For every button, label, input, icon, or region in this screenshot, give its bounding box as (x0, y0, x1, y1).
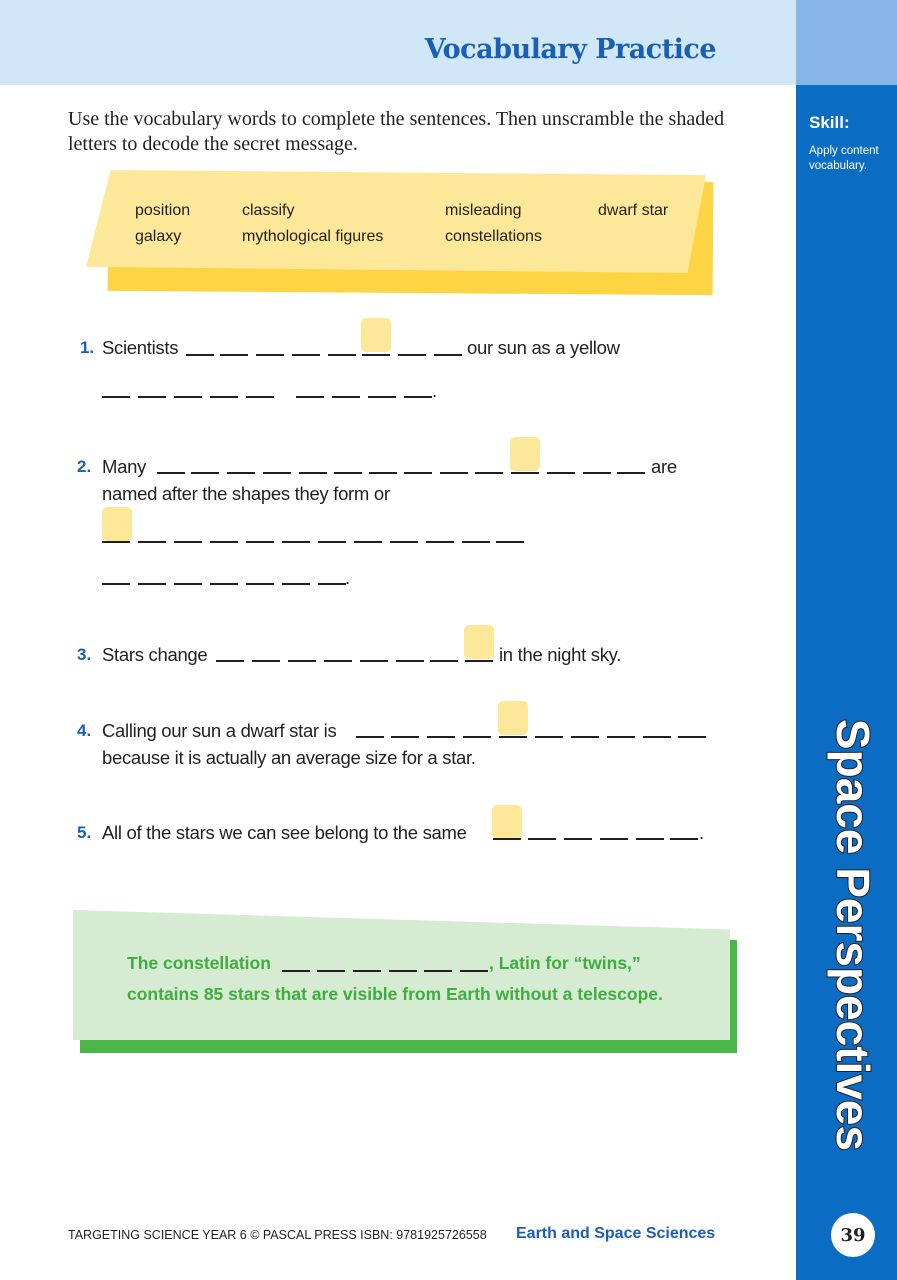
page-number: 39 (831, 1213, 875, 1257)
vocab-word: misleading (445, 202, 522, 219)
shaded-letter-box (510, 437, 540, 471)
question-number: 4. (77, 721, 92, 740)
shaded-letter-box (492, 805, 522, 839)
question-number: 5. (77, 823, 92, 842)
question-number: 2. (77, 457, 92, 476)
shaded-letter-box (361, 318, 391, 352)
question-text: . (699, 822, 704, 843)
word-box (86, 170, 706, 273)
question-text: . (345, 567, 350, 588)
question-text: Calling our sun a dwarf star is (102, 720, 337, 741)
vocab-word: galaxy (135, 228, 182, 245)
vocab-word: position (135, 202, 191, 219)
question-number: 3. (77, 645, 92, 664)
question-text: . (432, 380, 437, 401)
vocab-word: constellations (445, 228, 542, 245)
secret-message-box (73, 910, 730, 1040)
instructions: Use the vocabulary words to complete the sentences. Then unscramble the shaded letters to decode the secret message. (68, 108, 725, 155)
question-number: 1. (80, 338, 95, 357)
question-text: All of the stars we can see belong to the same (102, 822, 467, 843)
secret-message-text: , Latin for “twins,” (489, 953, 641, 973)
footer-credit: TARGETING SCIENCE YEAR 6 © PASCAL PRESS ISBN: 9781925726558 (68, 1228, 487, 1242)
shaded-letter-box (102, 507, 132, 541)
page-title: Vocabulary Practice (424, 34, 716, 65)
vocab-word: mythological figures (242, 228, 384, 245)
shaded-letter-box (498, 701, 528, 735)
secret-message-text: contains 85 stars that are visible from Earth without a telescope. (127, 984, 663, 1004)
footer-topic: Earth and Space Sciences (516, 1225, 716, 1242)
question-text: Many (102, 456, 147, 477)
question-text: are (651, 456, 677, 477)
secret-message-text: The constellation (127, 953, 271, 973)
section-title: Space Perspectives (827, 718, 879, 1152)
vocab-word: classify (242, 202, 295, 219)
vocab-word: dwarf star (598, 202, 669, 219)
question-text: Stars change (102, 644, 208, 665)
sidebar-top-band (796, 0, 897, 85)
question-text: named after the shapes they form or (102, 483, 390, 504)
skill-label: Skill: (809, 113, 850, 132)
skill-description: Apply content vocabulary. (809, 145, 879, 172)
question-text: our sun as a yellow (467, 337, 620, 358)
question-text: in the night sky. (499, 644, 622, 665)
shaded-letter-box (464, 625, 494, 659)
question-text: Scientists (102, 337, 179, 358)
question-text: because it is actually an average size for a star. (102, 747, 476, 768)
